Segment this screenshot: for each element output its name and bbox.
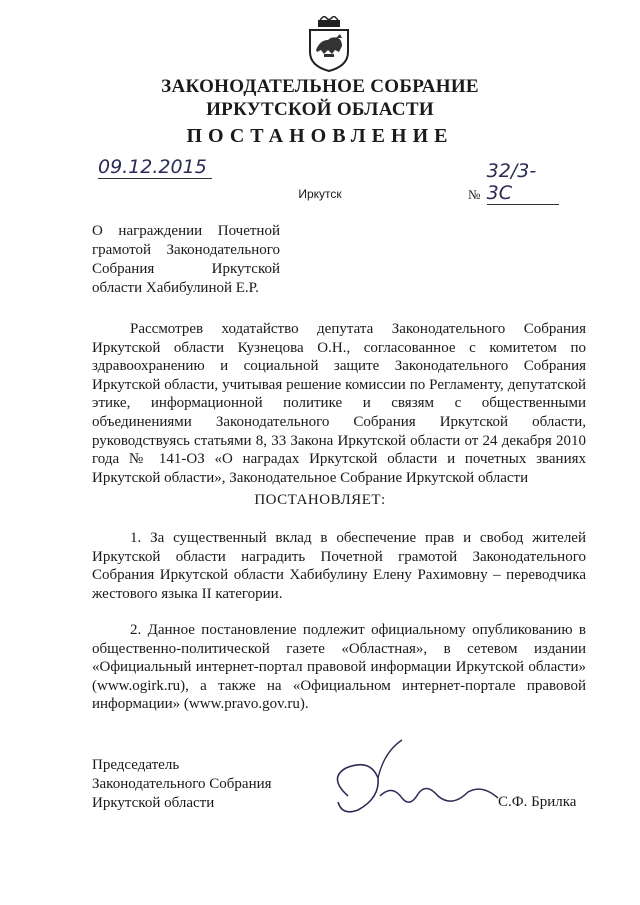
document-type-title: ПОСТАНОВЛЕНИЕ <box>186 125 454 147</box>
preamble-paragraph: Рассмотрев ходатайство депутата Законодательного Собрания Иркутской области Кузнецова О.Н., согласованное с комитетом по здравоохранению и социальной защите Законодательного Собрания Иркутской области, учитывая решение комиссии по Регламенту, депутатской этике, информационной политике и связям с общественными объединениями Законодательного Собрания Иркутской области, руководствуясь статьями 8, 33 Закона Иркутской области от 24 декабря 2010 года № 141-ОЗ «О наградах Иркутской области и почетных званиях Иркутской области», Законодательное Собрание Иркутской области <box>92 321 586 486</box>
signer-title-line1: Председатель <box>92 757 180 773</box>
signer-title-line2: Законодательного Собрания <box>92 776 272 792</box>
city: Иркутск <box>298 187 342 201</box>
organization-name-line1: ЗАКОНОДАТЕЛЬНОЕ СОБРАНИЕ <box>161 76 479 97</box>
document-date: 09.12.2015 <box>98 156 212 179</box>
signer-title-line3: Иркутской области <box>92 795 215 811</box>
number-value: 32/3-3С <box>487 160 559 205</box>
handwritten-signature <box>318 738 508 830</box>
resolves-heading: ПОСТАНОВЛЯЕТ: <box>254 492 386 508</box>
resolution-item-1: 1. За существенный вклад в обеспечение прав и свобод жителей Иркутской области наградить Почетной грамотой Законодательного Собрания Иркутской области Хабибулину Елену Рахимовну – переводчика жестового языка II категории. <box>92 530 586 602</box>
document-subject: О награждении Почетной грамотой Законодательного Собрания Иркутской области Хабибулиной Е.Р. <box>92 223 280 296</box>
signer-position <box>92 756 272 813</box>
organization-name-line2: ИРКУТСКОЙ ОБЛАСТИ <box>206 99 434 120</box>
signer-name: С.Ф. Брилка <box>498 794 577 810</box>
resolution-item-2: 2. Данное постановление подлежит официальному опубликованию в общественно-политической газете «Областная», в сетевом издании «Официальный интернет-портал правовой информации Иркутской области» (www.ogirk.ru), а также на «Официальном интернет-портале правовой информации» (www.pravo.gov.ru). <box>92 622 586 713</box>
number-mark: № <box>468 187 481 202</box>
coat-of-arms-icon <box>302 16 356 72</box>
